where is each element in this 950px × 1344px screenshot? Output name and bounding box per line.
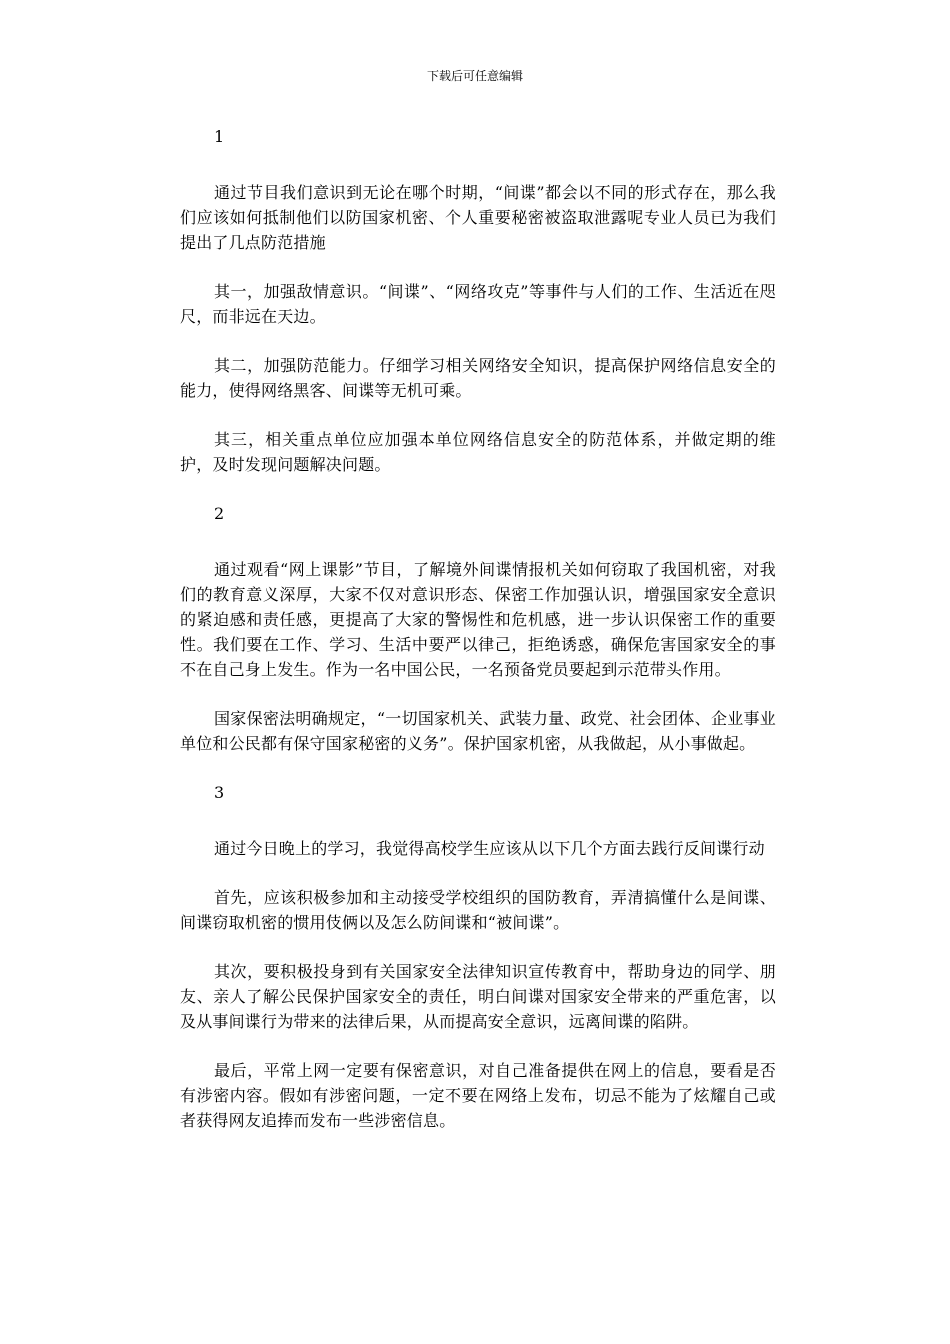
section-number: 1 <box>214 127 225 146</box>
paragraph: 通过观看“网上课影”节目，了解境外间谍情报机关如何窃取了我国机密，对我们的教育意义深厚，大家不仅对意识形态、保密工作加强认识，增强国家安全意识的紧迫感和责任感，更提高了大家的警惕性和危机感，进一步认识保密工作的重要性。我们要在工作、学习、生活中要严以律己，拒绝诱惑，确保危害国家安全的事不在自己身上发生。作为一名中国公民，一名预备党员要起到示范带头作用。 <box>180 560 776 679</box>
paragraph: 其次，要积极投身到有关国家安全法律知识宣传教育中，帮助身边的同学、朋友、亲人了解公民保护国家安全的责任，明白间谍对国家安全带来的严重危害，以及从事间谍行为带来的法律后果，从而提高安全意识，远离间谍的陷阱。 <box>180 962 776 1031</box>
paragraph: 通过今日晚上的学习，我觉得高校学生应该从以下几个方面去践行反间谍行动 <box>214 839 765 858</box>
paragraph: 最后，平常上网一定要有保密意识，对自己准备提供在网上的信息，要看是否有涉密内容。假如有涉密问题，一定不要在网络上发布，切忌不能为了炫耀自己或者获得网友追捧而发布一些涉密信息。 <box>180 1061 776 1130</box>
paragraph: 国家保密法明确规定，“一切国家机关、武装力量、政党、社会团体、企业事业单位和公民都有保守国家秘密的义务”。保护国家机密，从我做起，从小事做起。 <box>180 709 776 753</box>
section-number: 2 <box>214 504 225 523</box>
document-body <box>180 124 776 1157</box>
page-header: 下载后可任意编辑 <box>426 69 523 83</box>
paragraph: 通过节目我们意识到无论在哪个时期，“间谍”都会以不同的形式存在，那么我们应该如何抵制他们以防国家机密、个人重要秘密被盗取泄露呢专业人员已为我们提出了几点防范措施 <box>180 183 776 252</box>
section-1 <box>180 124 776 477</box>
paragraph: 其一，加强敌情意识。“间谍”、“网络攻克”等事件与人们的工作、生活近在咫尺，而非远在天边。 <box>180 282 776 326</box>
section-2 <box>180 501 776 756</box>
paragraph: 首先，应该积极参加和主动接受学校组织的国防教育，弄清搞懂什么是间谍、间谍窃取机密的惯用伎俩以及怎么防间谍和“被间谍”。 <box>180 888 776 932</box>
section-3 <box>180 780 776 1133</box>
paragraph: 其二，加强防范能力。仔细学习相关网络安全知识，提高保护网络信息安全的能力，使得网络黑客、间谍等无机可乘。 <box>180 356 776 400</box>
paragraph: 其三，相关重点单位应加强本单位网络信息安全的防范体系，并做定期的维护，及时发现问题解决问题。 <box>180 430 776 474</box>
section-number: 3 <box>214 783 225 802</box>
